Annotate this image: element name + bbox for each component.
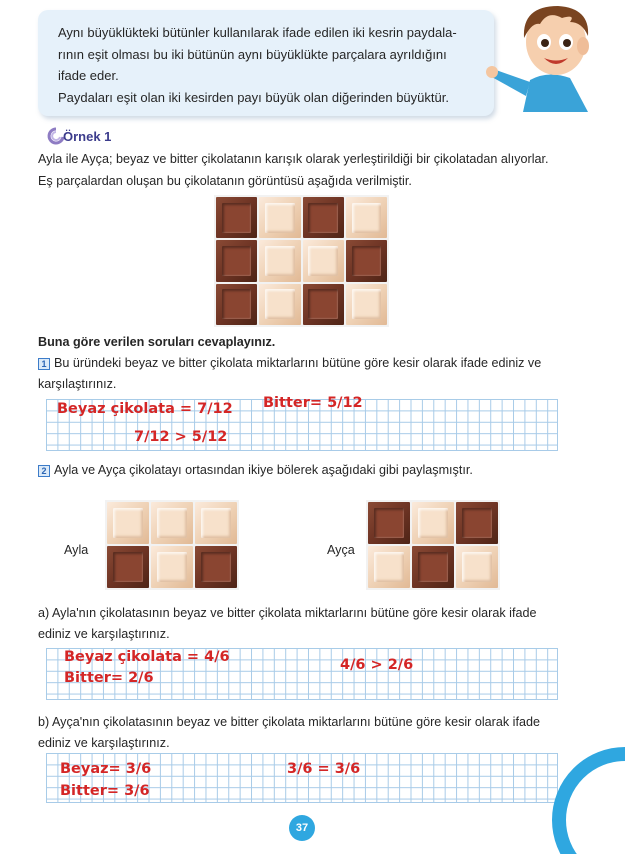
part-b-line-2: ediniz ve karşılaştırınız.: [38, 736, 170, 750]
dark-chocolate-piece: [303, 284, 344, 325]
answer-1-compare: 7/12 > 5/12: [134, 429, 228, 445]
dark-chocolate-piece: [346, 240, 387, 281]
question-1-line-1: [38, 352, 541, 374]
info-line-4: Paydaları eşit olan iki kesirden payı büyük olan diğerinden büyüktür.: [58, 89, 449, 105]
dark-chocolate-piece: [107, 546, 149, 588]
answer-1-bitter: Bitter= 5/12: [263, 395, 363, 411]
question-2-line: [38, 459, 473, 481]
dark-chocolate-piece: [412, 546, 454, 588]
white-chocolate-piece: [303, 240, 344, 281]
white-chocolate-piece: [368, 546, 410, 588]
info-line-1: Aynı büyüklükteki bütünler kullanılarak ifade edilen iki kesrin paydala-: [58, 25, 457, 40]
white-chocolate-piece: [456, 546, 498, 588]
dark-chocolate-piece: [216, 240, 257, 281]
white-chocolate-piece: [151, 546, 193, 588]
part-a-line-2: ediniz ve karşılaştırınız.: [38, 627, 170, 641]
dark-chocolate-piece: [216, 284, 257, 325]
white-chocolate-piece: [195, 502, 237, 544]
question-1-number: 1: [38, 358, 50, 370]
answer-2-compare: 4/6 > 2/6: [340, 657, 414, 673]
dark-chocolate-piece: [303, 197, 344, 238]
ayca-label: Ayça: [327, 543, 355, 557]
white-chocolate-piece: [107, 502, 149, 544]
answer-2-bitter: Bitter= 2/6: [64, 670, 154, 686]
info-line-2: rının eşit olması bu iki bütünün aynı büyüklükte parçalara ayrıldığını: [58, 46, 447, 62]
answer-3-white: Beyaz= 3/6: [60, 761, 152, 777]
dark-chocolate-piece: [456, 502, 498, 544]
answer-2-white: Beyaz çikolata = 4/6: [64, 649, 230, 665]
ayla-label: Ayla: [64, 543, 89, 557]
dark-chocolate-piece: [216, 197, 257, 238]
part-a-line-1: a) Ayla'nın çikolatasının beyaz ve bitter çikolata miktarlarını bütüne göre kesir olarak ifade: [38, 606, 537, 620]
question-2-number: 2: [38, 465, 50, 477]
example-intro-1: Ayla ile Ayça; beyaz ve bitter çikolatanın karışık olarak yerleştirildiği bir çikolatadan alıyorlar.: [38, 152, 549, 166]
question-1-text: Bu üründeki beyaz ve bitter çikolata miktarlarını bütüne göre kesir olarak ifade ediniz ve: [54, 356, 542, 370]
dark-chocolate-piece: [368, 502, 410, 544]
info-box: [38, 10, 494, 116]
white-chocolate-piece: [346, 197, 387, 238]
example-title: Örnek 1: [63, 128, 112, 144]
main-chocolate-bar: [214, 195, 389, 327]
white-chocolate-piece: [259, 284, 300, 325]
white-chocolate-piece: [259, 240, 300, 281]
example-heading: [47, 126, 111, 146]
white-chocolate-piece: [259, 197, 300, 238]
corner-arc-decoration: [545, 740, 625, 854]
question-2-text: Ayla ve Ayça çikolatayı ortasından ikiye bölerek aşağıdaki gibi paylaşmıştır.: [54, 463, 473, 477]
question-1-line-2: karşılaştırınız.: [38, 377, 117, 391]
answer-1-white: Beyaz çikolata = 7/12: [57, 401, 233, 417]
dark-chocolate-piece: [195, 546, 237, 588]
cartoon-boy-icon: [478, 0, 625, 112]
part-b-line-1: b) Ayça'nın çikolatasının beyaz ve bitter çikolata miktarlarını bütüne göre kesir olarak ifade: [38, 715, 540, 729]
ayca-chocolate-bar: [366, 500, 500, 590]
info-line-3: ifade eder.: [58, 68, 119, 83]
white-chocolate-piece: [412, 502, 454, 544]
ayla-chocolate-bar: [105, 500, 239, 590]
white-chocolate-piece: [151, 502, 193, 544]
white-chocolate-piece: [346, 284, 387, 325]
answer-3-compare: 3/6 = 3/6: [287, 761, 361, 777]
answer-3-bitter: Bitter= 3/6: [60, 783, 150, 799]
example-intro-2: Eş parçalardan oluşan bu çikolatanın görüntüsü aşağıda verilmiştir.: [38, 174, 412, 188]
page-number: 37: [289, 815, 315, 841]
instruction-text: Buna göre verilen soruları cevaplayınız.: [38, 335, 276, 349]
